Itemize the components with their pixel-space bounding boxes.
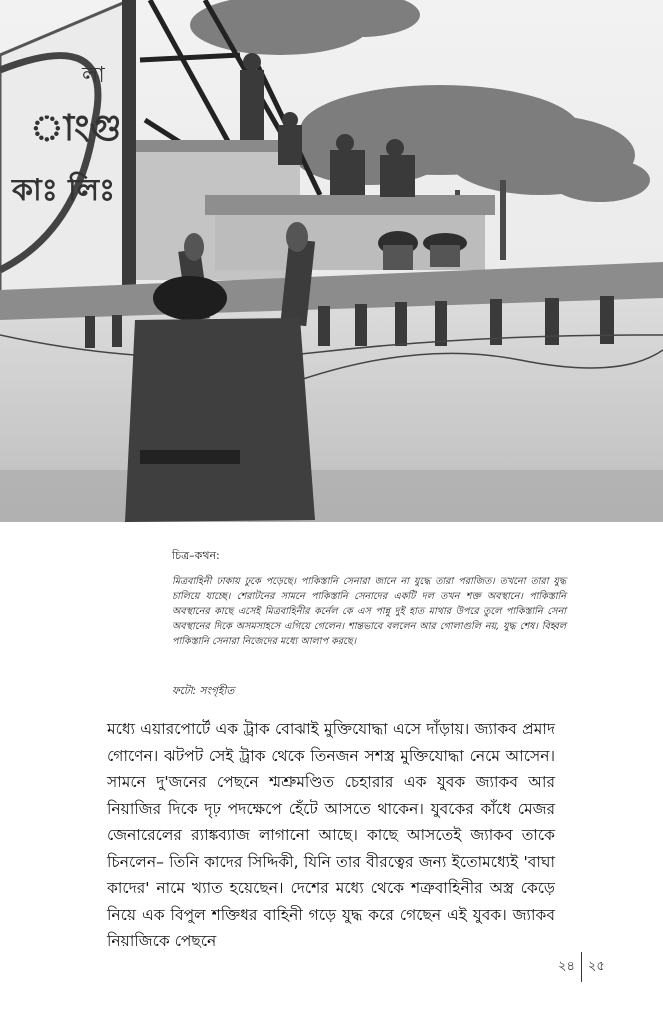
page-number-left: ২৪ <box>558 958 575 974</box>
page-number-right: ২৫ <box>587 958 605 974</box>
perimeter-wall <box>0 262 663 522</box>
billboard <box>0 0 136 300</box>
billboard-text-2: াংগু <box>30 108 122 149</box>
page-numbers <box>558 954 605 980</box>
photo-credit: ফটো: সংগৃহীত <box>172 685 235 697</box>
body-paragraph: মধ্যে এয়ারপোর্টে এক ট্রাক বোঝাই মুক্তিযোদ্ধা এসে দাঁড়ায়। জ্যাকব প্রমাদ গোণেন। ঝটপট সেই ট্রাক থেকে তিনজন সশস্ত্র মুক্তিযোদ্ধা নেমে আসেন। সামনে দু'জনের পেছনে শ্মশ্রুমণ্ডিত চেহারার এক যুবক জ্যাকব আর নিয়াজির দিকে দৃঢ় পদক্ষেপে হেঁটে আসতে থাকেন। যুবকের কাঁধে মেজর জেনারেলের র‍্যাঙ্কব্যাজ লাগানো আছে। কাছে আসতেই জ্যাকব তাকে চিনলেন– তিনি কাদের সিদ্দিকী, যিনি তার বীরত্বের জন্য ইতোমধ্যেই 'বাঘা কাদের' নামে খ্যাত হয়েছেন। দেশের মধ্যে থেকে শত্রুবাহিনীর অস্ত্র কেড়ে নিয়ে এক বিপুল শক্তিধর বাহিনী গড়ে যুদ্ধ করে গেছেন এই যুবক। জ্যাকব নিয়াজিকে পেছনে <box>107 720 555 950</box>
billboard-text-3: কাঃ লিঃ <box>12 173 116 208</box>
page-divider <box>581 952 582 982</box>
body-text <box>107 716 555 955</box>
billboard-text-1: লা <box>82 63 105 88</box>
caption-heading: চিত্র–কথন: <box>172 549 220 562</box>
caption-body: মিত্রবাহিনী ঢাকায় ঢুকে পড়েছে। পাকিস্তানি সেনারা জানে না যুদ্ধে তারা পরাজিত। তখনো তারা যুদ্ধ চালিয়ে যাচ্ছে। শেরাটনের সামনে পাকিস্তানি সেনাদের একটি দল তখন শক্ত অবস্থানে। পাকিস্তানি অবস্থানের কাছে এসেই মিত্রবাহিনীর কর্নেল কে এস পান্নু দুই হাত মাথার উপরে তুলে পাকিস্তানি সেনা অবস্থানের দিকে অসমসাহসে এগিয়ে গেলেন। শান্তভাবে বললেন আর গোলাগুলি নয়, যুদ্ধ শেষ। বিহ্বল পাকিস্তানি সেনারা নিজেদের মধ্যে আলাপ করছে। <box>172 576 566 647</box>
